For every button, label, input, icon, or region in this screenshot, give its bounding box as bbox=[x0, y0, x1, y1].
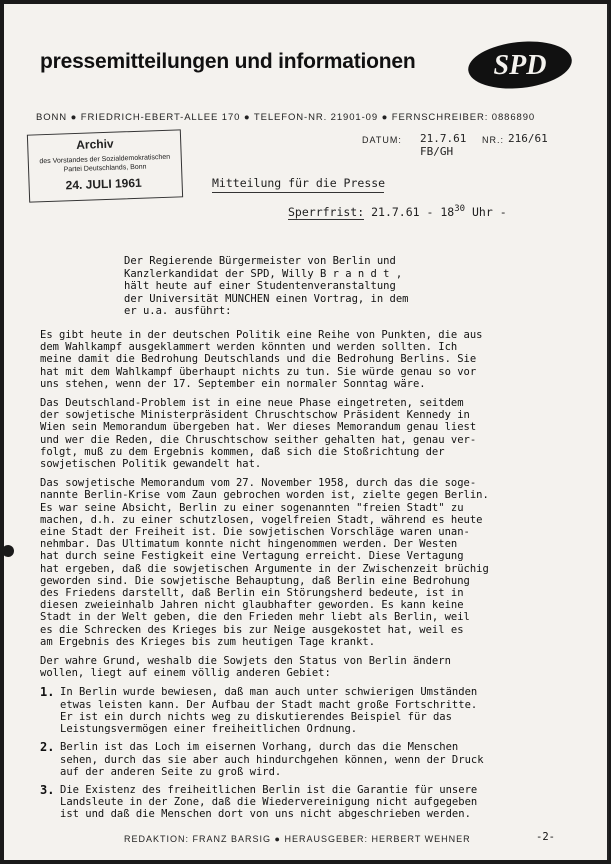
footer-credits: REDAKTION: FRANZ BARSIG ● HERAUSGEBER: HERBERT WEHNER bbox=[124, 834, 471, 844]
stamp-date: 24. JULI 1961 bbox=[65, 175, 142, 193]
text-line: der sowjetische Ministerpräsident Chruschtschow Präsident Kennedy in bbox=[40, 409, 470, 422]
text-line: ist und daß die Menschen dort von uns nicht abgeschrieben werden. bbox=[60, 808, 471, 821]
text-line: hat durch seine Festigkeit eine Vertagung erreicht. Diese Vertagung bbox=[40, 550, 464, 563]
paragraph-1 bbox=[40, 329, 580, 390]
punch-hole bbox=[4, 545, 14, 557]
text-line: es die Schrecken des Krieges bis zur Neige ausgekostet hat, weil es bbox=[40, 623, 464, 636]
text-line: Die Existenz des freiheitlichen Berlin ist die Garantie für unsere bbox=[60, 783, 478, 796]
intro-line: Der Regierende Bürgermeister von Berlin und bbox=[124, 255, 396, 267]
sperrfrist-hour: 18 bbox=[440, 204, 455, 219]
text-line: eine Stadt der Freiheit ist. Die sowjetischen Vorschläge waren unan- bbox=[40, 526, 470, 539]
text-line: wollen, liegt auf einem völlig anderen Gebiet: bbox=[40, 667, 331, 680]
initials: FB/GH bbox=[420, 145, 454, 158]
list-item bbox=[40, 741, 580, 778]
spd-logo bbox=[466, 40, 574, 90]
text-line: meine damit die Bedrohung Deutschlands und die Bedrohung Berlins. Sie bbox=[40, 353, 477, 366]
list-item bbox=[40, 784, 580, 821]
text-line: am Ergebnis des Krieges bis zum heutigen Tage krankt. bbox=[40, 635, 376, 648]
text-line: Berlin ist das Loch im eisernen Vorhang, durch das die Menschen bbox=[60, 741, 459, 754]
intro-line: hält heute auf einer Studentenveranstaltung bbox=[124, 280, 396, 292]
text-line: folgt, muß zu dem Ergebnis kommen, daß sich die Stoßrichtung der bbox=[40, 445, 445, 458]
datum-value: 21.7.61 bbox=[420, 132, 467, 145]
press-release-page bbox=[4, 4, 609, 860]
text-line: Leistungsvermögen einer freiheitlichen Ordnung. bbox=[60, 723, 358, 736]
intro-line: Kanzlerkandidat der SPD, Willy B r a n d t , bbox=[124, 267, 403, 280]
sperrfrist-label: Sperrfrist: bbox=[288, 204, 365, 219]
archive-stamp bbox=[27, 129, 183, 202]
letterhead-title: pressemitteilungen und informationen bbox=[40, 50, 416, 73]
text-line: Stadt in der Welt geben, die den Frieden mehr liebt als Berlin, weil bbox=[40, 611, 470, 624]
list-number: 3. bbox=[40, 782, 55, 797]
text-line: hat ergeben, daß die sowjetischen Argumente in der Zwischenzeit brüchig bbox=[40, 562, 489, 575]
text-line: geworden sind. Die sowjetische Behauptung, daß Berlin eine Bedrohung bbox=[40, 574, 470, 587]
text-line: Wien sein Memorandum übergeben hat. Wer dieses Memorandum genau liest bbox=[40, 421, 477, 434]
text-line: etwas leisten kann. Der Aufbau der Stadt macht große Fortschritte. bbox=[60, 698, 478, 711]
stamp-organization: des Vorstandes der Sozialdemokratischen Partei Deutschlands, Bonn bbox=[39, 153, 171, 174]
body-text bbox=[40, 329, 580, 827]
text-line: Landsleute in der Zone, daß die Wiedervereinigung nicht aufgegeben bbox=[60, 796, 478, 809]
sperrfrist-line bbox=[288, 204, 507, 219]
list-number: 1. bbox=[40, 685, 55, 700]
text-line: uns stehen, wenn der 17. September ein normaler Sonntag wäre. bbox=[40, 377, 426, 390]
text-line: des Friedens darstellt, daß Berlin ein Störungsherd bedeute, ist in bbox=[40, 587, 464, 600]
text-line: Er ist ein durch nichts weg zu diskutierendes Beispiel für das bbox=[60, 710, 452, 723]
stamp-title: Archiv bbox=[76, 136, 114, 152]
nr-value: 216/61 bbox=[508, 132, 548, 145]
text-line: und wer die Reden, die Chruschtschow seither gehalten hat, genau ver- bbox=[40, 433, 477, 446]
text-line: Das Deutschland-Problem ist in eine neue Phase eingetreten, seitdem bbox=[40, 397, 464, 410]
text-line: auf der anderen Seite zu groß wird. bbox=[60, 765, 282, 778]
text-line: nannte Berlin-Krise vom Zaun gebrochen worden ist, zielte gegen Berlin. bbox=[40, 489, 489, 502]
mitteilung-text: Mitteilung für die Presse bbox=[212, 176, 386, 190]
paragraph-2 bbox=[40, 397, 580, 470]
mitteilung-underline bbox=[212, 192, 384, 193]
sperrfrist-date: 21.7.61 - bbox=[371, 204, 434, 219]
intro-block bbox=[124, 255, 408, 318]
mitteilung-heading bbox=[212, 176, 385, 193]
text-line: sehen, durch das sie aber auch hindurchgehen können, wenn der Druck bbox=[60, 753, 484, 766]
list-item bbox=[40, 686, 580, 735]
text-line: dem Wahlkampf ausgeklammert werden könnten und werden sollten. Ich bbox=[40, 341, 458, 354]
intro-line: der Universität MÜNCHEN einen Vortrag, in dem bbox=[124, 292, 409, 305]
intro-line: er u.a. ausführt: bbox=[124, 305, 232, 317]
text-line: hat mit dem Wahlkampf überhaupt nichts zu tun. Sie würde genau so vor bbox=[40, 365, 477, 378]
text-line: nehmbar. Das Ultimatum konnte nicht hingenommen werden. Der Westen bbox=[40, 538, 458, 551]
sperrfrist-suffix: Uhr - bbox=[472, 204, 507, 219]
datum-label: DATUM: bbox=[362, 135, 402, 145]
text-line: sowjetischen Politik gewandelt hat. bbox=[40, 458, 262, 471]
text-line: In Berlin wurde bewiesen, daß man auch unter schwierigen Umständen bbox=[60, 686, 478, 699]
page-number: -2- bbox=[536, 831, 555, 843]
text-line: machen, d.h. zu einer schutzlosen, vogelfreien Stadt, während es heute bbox=[40, 513, 483, 526]
nr-label: NR.: bbox=[482, 135, 504, 145]
letterhead-address: BONN ● FRIEDRICH-EBERT-ALLEE 170 ● TELEFON-NR. 21901-09 ● FERNSCHREIBER: 0886890 bbox=[36, 112, 536, 123]
spd-logo-text: SPD bbox=[493, 50, 547, 81]
text-line: Der wahre Grund, weshalb die Sowjets den Status von Berlin ändern bbox=[40, 655, 451, 668]
sperrfrist-minutes: 30 bbox=[454, 204, 466, 214]
paragraph-3 bbox=[40, 477, 580, 648]
text-line: Es war seine Absicht, Berlin zu einer sogenannten "freien Stadt" zu bbox=[40, 501, 464, 514]
paragraph-4 bbox=[40, 655, 580, 679]
text-line: Es gibt heute in der deutschen Politik eine Reihe von Punkten, die aus bbox=[40, 329, 483, 341]
list-number: 2. bbox=[40, 740, 55, 755]
text-line: Das sowjetische Memorandum vom 27. November 1958, durch das die soge- bbox=[40, 477, 477, 490]
text-line: diesen zweieinhalb Jahren nicht glaubhafter geworden. Es kann keine bbox=[40, 599, 464, 612]
